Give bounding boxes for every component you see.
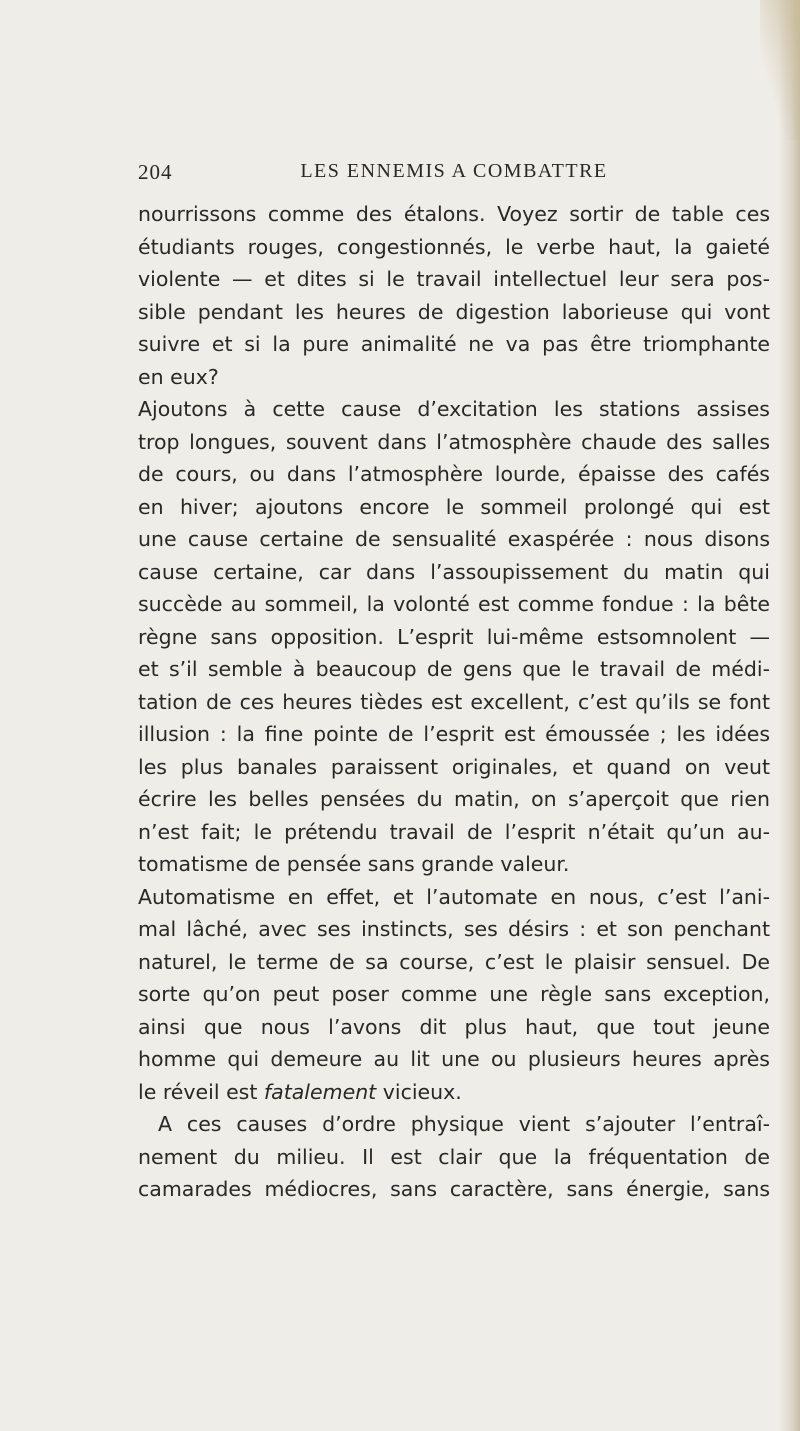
page-header <box>138 160 770 196</box>
text-line: de cours, ou dans l’atmosphère lourde, épaisse des cafés <box>138 462 770 486</box>
text-line: violente — et dites si le travail intellectuel leur sera pos- <box>138 267 770 291</box>
text-line: mal lâché, avec ses instincts, ses désirs : et son penchant <box>138 917 770 941</box>
text-line: homme qui demeure au lit une ou plusieurs heures après <box>138 1047 770 1071</box>
page-corner-stain <box>760 0 800 140</box>
text-line: trop longues, souvent dans l’atmosphère chaude des salles <box>138 429 770 454</box>
italic-word: fatalement <box>263 1079 377 1104</box>
text-fragment: vicieux. <box>376 1079 462 1104</box>
page-number: 204 <box>138 160 173 184</box>
text-line-italic <box>138 1076 770 1109</box>
text-line: écrire les belles pensées du matin, on s’aperçoit que rien <box>138 787 770 811</box>
text-line: Automatisme en effet, et l’automate en nous, c’est l’ani- <box>138 884 770 909</box>
page-edge-shadow <box>778 0 800 1431</box>
body-text <box>138 198 770 1206</box>
text-line: nement du milieu. Il est clair que la fréquentation de <box>138 1144 770 1169</box>
text-line: en eux? <box>138 364 219 389</box>
text-line: en hiver; ajoutons encore le sommeil prolongé qui est <box>138 494 770 519</box>
text-fragment: le réveil est <box>138 1079 264 1104</box>
text-line: et s’il semble à beaucoup de gens que le travail de médi- <box>138 657 770 681</box>
text-line: A ces causes d’ordre physique vient s’ajouter l’entraî- <box>158 1112 770 1136</box>
text-line: étudiants rouges, congestionnés, le verbe haut, la gaieté <box>138 234 770 259</box>
text-line: camarades médiocres, sans caractère, sans énergie, sans <box>138 1177 770 1201</box>
text-line: une cause certaine de sensualité exaspérée : nous disons <box>138 527 770 551</box>
text-line: règne sans opposition. L’esprit lui-même estsomnolent — <box>138 624 770 649</box>
text-line: illusion : la fine pointe de l’esprit est émoussée ; les idées <box>138 722 770 746</box>
text-line: sorte qu’on peut poser comme une règle sans exception, <box>138 982 770 1006</box>
text-line: sible pendant les heures de digestion laborieuse qui vont <box>138 299 770 324</box>
text-line: les plus banales paraissent originales, et quand on veut <box>138 754 770 779</box>
text-line: Ajoutons à cette cause d’excitation les stations assises <box>138 397 770 421</box>
text-line: cause certaine, car dans l’assoupissement du matin qui <box>138 559 770 584</box>
running-title: LES ENNEMIS A COMBATTRE <box>300 160 608 182</box>
text-line: tomatisme de pensée sans grande valeur. <box>138 852 570 876</box>
text-line: naturel, le terme de sa course, c’est le plaisir sensuel. De <box>138 949 770 974</box>
text-line: succède au sommeil, la volonté est comme fondue : la bête <box>138 592 770 616</box>
text-line: nourrissons comme des étalons. Voyez sortir de table ces <box>138 202 770 226</box>
text-line: suivre et si la pure animalité ne va pas être triomphante <box>138 332 770 356</box>
text-line: ainsi que nous l’avons dit plus haut, que tout jeune <box>138 1014 770 1039</box>
text-line: tation de ces heures tièdes est excellent, c’est qu’ils se font <box>138 689 770 714</box>
text-line: n’est fait; le prétendu travail de l’esprit n’était qu’un au- <box>138 819 770 844</box>
